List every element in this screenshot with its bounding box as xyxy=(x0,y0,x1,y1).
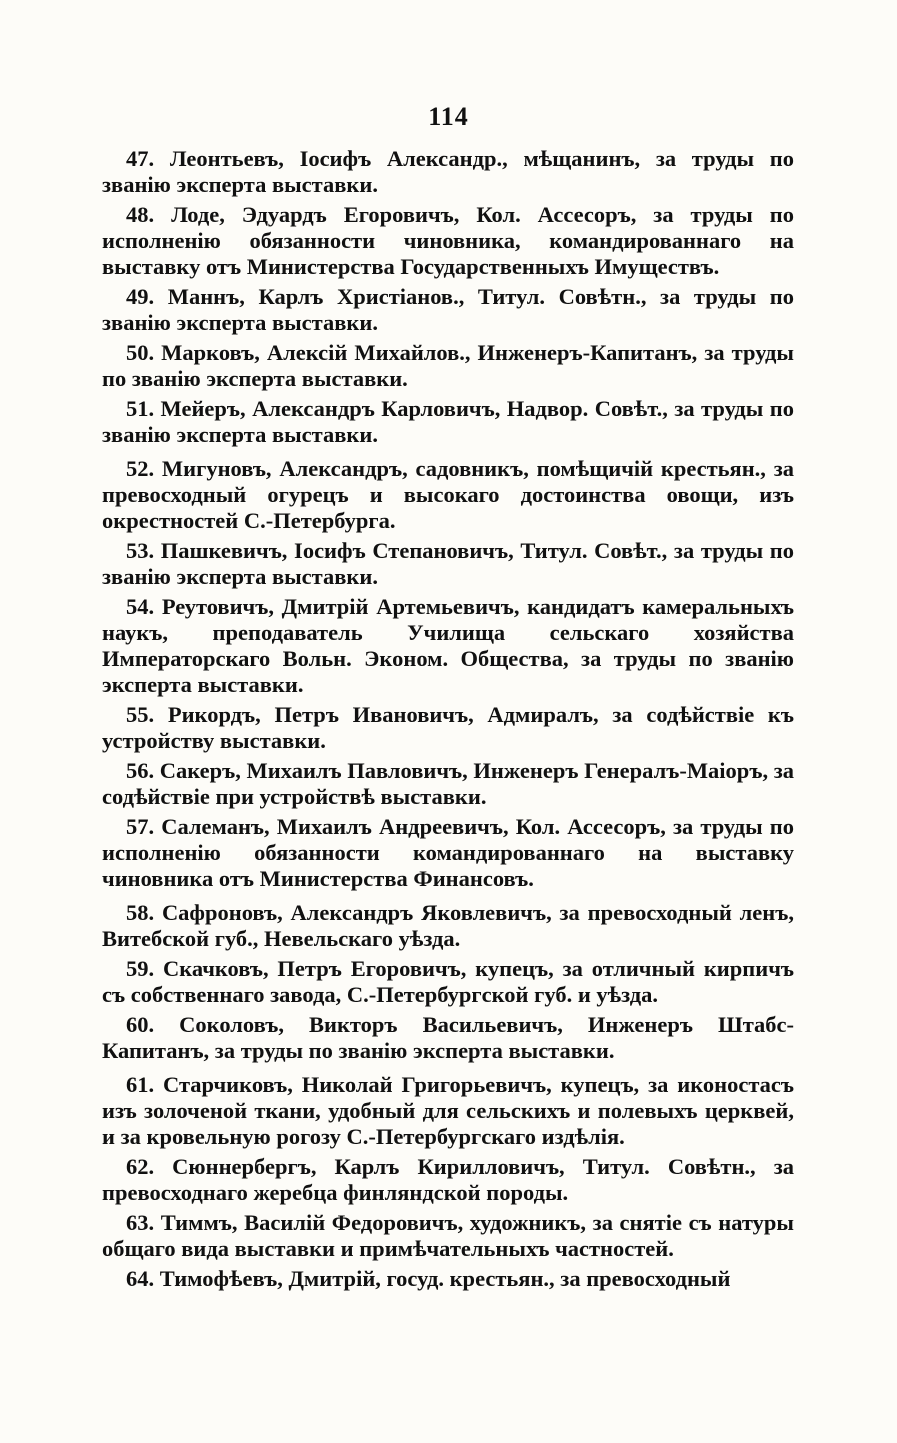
entry-text: Соколовъ, Викторъ Васильевичъ, Инженеръ Штабс-Капитанъ, за труды по званію эксперта выставки. xyxy=(102,1012,794,1063)
list-item xyxy=(102,1266,794,1292)
entry-number: 56. xyxy=(126,758,155,783)
entry-number: 62. xyxy=(126,1154,155,1179)
entry-number: 64. xyxy=(126,1266,155,1291)
entry-text: Старчиковъ, Николай Григорьевичъ, купецъ, за иконостасъ изъ золоченой ткани, удобный для сельскихъ и полевыхъ церквей, и за кровельную рогозу С.-Петербургскаго издѣлія. xyxy=(102,1072,794,1149)
entry-text: Марковъ, Алексій Михайлов., Инженеръ-Капитанъ, за труды по званію эксперта выставки. xyxy=(102,340,794,391)
list-item xyxy=(102,1072,794,1150)
list-item xyxy=(102,758,794,810)
list-item xyxy=(102,146,794,198)
entry-number: 61. xyxy=(126,1072,155,1097)
list-item xyxy=(102,594,794,698)
list-item xyxy=(102,340,794,392)
list-item xyxy=(102,702,794,754)
entry-text: Сюннербергъ, Карлъ Кирилловичъ, Титул. Совѣтн., за превосходнаго жеребца финляндской породы. xyxy=(102,1154,794,1205)
entry-list xyxy=(102,146,794,1296)
entry-text: Пашкевичъ, Іосифъ Степановичъ, Титул. Совѣт., за труды по званію эксперта выставки. xyxy=(102,538,794,589)
entry-number: 60. xyxy=(126,1012,155,1037)
list-item xyxy=(102,284,794,336)
page-number: 114 xyxy=(428,102,469,131)
entry-number: 50. xyxy=(126,340,155,365)
list-item xyxy=(102,1210,794,1262)
entry-text: Мигуновъ, Александръ, садовникъ, помѣщичій крестьян., за превосходный огурецъ и высокаго достоинства овощи, изъ окрестностей С.-Петербурга. xyxy=(102,456,795,533)
entry-text: Сафроновъ, Александръ Яковлевичъ, за превосходный ленъ, Витебской губ., Невельскаго уѣзда. xyxy=(102,900,794,951)
entry-text: Мейеръ, Александръ Карловичъ, Надвор. Совѣт., за труды по званію эксперта выставки. xyxy=(102,396,795,447)
entry-number: 48. xyxy=(126,202,155,227)
list-item xyxy=(102,396,794,448)
entry-text: Скачковъ, Петръ Егоровичъ, купецъ, за отличный кирпичъ съ собственнаго завода, С.-Петербургской губ. и уѣзда. xyxy=(102,956,795,1007)
entry-number: 58. xyxy=(126,900,155,925)
list-item xyxy=(102,456,794,534)
entry-number: 54. xyxy=(126,594,155,619)
list-item xyxy=(102,956,794,1008)
entry-number: 63. xyxy=(126,1210,155,1235)
entry-number: 51. xyxy=(126,396,155,421)
entry-text: Тиммъ, Василій Федоровичъ, художникъ, за снятіе съ натуры общаго вида выставки и примѣчательныхъ частностей. xyxy=(102,1210,794,1261)
list-item xyxy=(102,538,794,590)
entry-number: 49. xyxy=(126,284,155,309)
entry-text: Леонтьевъ, Іосифъ Александр., мѣщанинъ, за труды по званію эксперта выставки. xyxy=(102,146,795,197)
list-item xyxy=(102,202,794,280)
list-item xyxy=(102,1154,794,1206)
entry-text: Реутовичъ, Дмитрій Артемьевичъ, кандидатъ камеральныхъ наукъ, преподаватель Училища сельскаго хозяйства Императорскаго Вольн. Эконом. Общества, за труды по званію эксперта выставки. xyxy=(102,594,794,697)
list-item xyxy=(102,1012,794,1064)
entry-text: Маннъ, Карлъ Христіанов., Титул. Совѣтн., за труды по званію эксперта выставки. xyxy=(102,284,795,335)
entry-number: 59. xyxy=(126,956,155,981)
list-item xyxy=(102,814,794,892)
entry-number: 52. xyxy=(126,456,155,481)
entry-text: Рикордъ, Петръ Ивановичъ, Адмиралъ, за содѣйствіе къ устройству выставки. xyxy=(102,702,795,753)
entry-text: Лоде, Эдуардъ Егоровичъ, Кол. Ассесоръ, за труды по исполненію обязанности чиновника, командированнаго на выставку отъ Министерства Государственныхъ Имуществъ. xyxy=(102,202,794,279)
entry-text: Тимофѣевъ, Дмитрій, госуд. крестьян., за превосходный xyxy=(159,1266,731,1291)
entry-text: Сакеръ, Михаилъ Павловичъ, Инженеръ Генералъ-Маіоръ, за содѣйствіе при устройствѣ выставки. xyxy=(102,758,794,809)
list-item xyxy=(102,900,794,952)
entry-number: 47. xyxy=(126,146,155,171)
entry-number: 53. xyxy=(126,538,155,563)
entry-number: 57. xyxy=(126,814,155,839)
entry-number: 55. xyxy=(126,702,155,727)
entry-text: Салеманъ, Михаилъ Андреевичъ, Кол. Ассесоръ, за труды по исполненію обязанности командированнаго на выставку чиновника отъ Министерства Финансовъ. xyxy=(102,814,795,891)
